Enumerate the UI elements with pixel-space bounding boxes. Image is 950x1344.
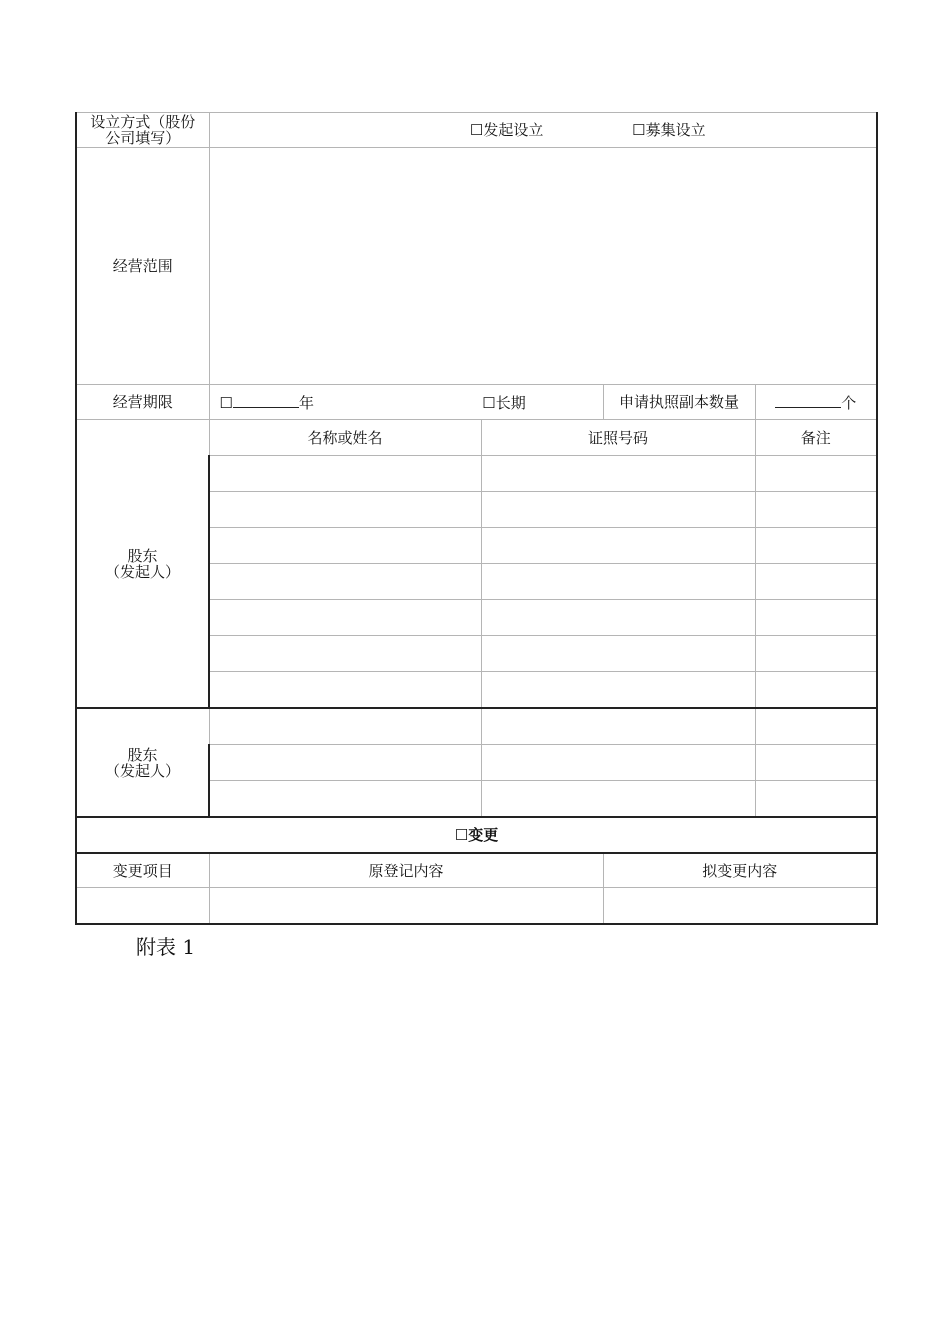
license-copies-label: 申请执照副本数量 <box>603 385 755 420</box>
establish-method-row <box>76 113 877 148</box>
shareholder-remarks-cell[interactable] <box>755 745 877 781</box>
change-title[interactable]: ☐变更 <box>76 817 877 853</box>
shareholder-remarks-cell[interactable] <box>755 528 877 564</box>
establish-method-options <box>209 113 877 148</box>
shareholder-license-cell[interactable] <box>481 781 755 818</box>
shareholder-license-cell[interactable] <box>481 528 755 564</box>
header-remarks: 备注 <box>755 420 877 456</box>
shareholder-name-cell[interactable] <box>209 528 481 564</box>
shareholder-remarks-cell[interactable] <box>755 492 877 528</box>
shareholders-header-row <box>76 420 877 456</box>
change-title-row <box>76 817 877 853</box>
shareholder-license-cell[interactable] <box>481 636 755 672</box>
license-copies-field <box>755 385 877 420</box>
shareholders-continued-label <box>76 708 209 817</box>
change-proposed-cell[interactable] <box>603 888 877 925</box>
term-years-checkbox[interactable]: ☐ <box>219 394 233 412</box>
change-header-item-text: 变更项目 <box>112 861 173 880</box>
appendix-label: 附表 1 <box>136 935 196 959</box>
shareholder-license-cell[interactable] <box>481 564 755 600</box>
header-name: 名称或姓名 <box>209 420 481 456</box>
change-header-item <box>76 853 209 888</box>
term-years-blank[interactable] <box>233 393 299 408</box>
change-header-proposed: 拟变更内容 <box>603 853 877 888</box>
shareholder-license-cell[interactable] <box>481 492 755 528</box>
operating-term-row <box>76 385 877 420</box>
shareholder-name-cell[interactable] <box>209 672 481 709</box>
shareholder-name-cell[interactable] <box>209 492 481 528</box>
shareholder-name-cell[interactable] <box>209 600 481 636</box>
license-copies-blank[interactable] <box>775 393 841 408</box>
operating-term-label: 经营期限 <box>76 385 209 420</box>
shareholders-continued-label-line1: 股东 <box>127 745 158 764</box>
change-row <box>76 888 877 925</box>
shareholder-remarks-cell[interactable] <box>755 456 877 492</box>
shareholder-remarks-cell[interactable] <box>755 636 877 672</box>
shareholder-name-cell[interactable] <box>209 781 481 818</box>
shareholder-name-cell[interactable] <box>209 456 481 492</box>
shareholder-name-cell[interactable] <box>209 745 481 781</box>
shareholder-row <box>76 708 877 745</box>
change-header-original: 原登记内容 <box>209 853 603 888</box>
shareholder-remarks-cell[interactable] <box>755 672 877 709</box>
change-item-cell[interactable] <box>76 888 209 925</box>
business-scope-field[interactable] <box>209 148 877 385</box>
shareholder-license-cell[interactable] <box>481 672 755 709</box>
registration-table <box>75 112 878 925</box>
shareholders-label <box>76 420 209 709</box>
change-header-row <box>76 853 877 888</box>
shareholders-continued-label-line2: （发起人） <box>104 761 180 780</box>
shareholder-remarks-cell[interactable] <box>755 600 877 636</box>
shareholders-label-line1: 股东 <box>127 546 158 565</box>
shareholder-license-cell[interactable] <box>481 745 755 781</box>
shareholder-remarks-cell[interactable] <box>755 781 877 818</box>
option-long-term[interactable]: ☐长期 <box>482 394 526 412</box>
shareholder-name-cell[interactable] <box>209 636 481 672</box>
header-license-number: 证照号码 <box>481 420 755 456</box>
establish-method-label-line1: 设立方式（股份 <box>90 113 196 131</box>
shareholder-name-cell[interactable] <box>209 708 481 745</box>
option-offering-establishment[interactable]: ☐募集设立 <box>632 121 706 139</box>
shareholder-name-cell[interactable] <box>209 564 481 600</box>
shareholder-remarks-cell[interactable] <box>755 708 877 745</box>
shareholder-license-cell[interactable] <box>481 708 755 745</box>
option-promotion-establishment[interactable]: ☐发起设立 <box>469 121 544 139</box>
business-scope-label: 经营范围 <box>76 148 209 385</box>
change-original-cell[interactable] <box>209 888 603 925</box>
registration-form <box>75 112 876 925</box>
operating-term-options <box>209 385 603 420</box>
establish-method-label-line2: 公司填写） <box>105 129 181 147</box>
shareholders-label-line2: （发起人） <box>104 562 180 581</box>
shareholder-license-cell[interactable] <box>481 600 755 636</box>
establish-method-label <box>76 113 209 148</box>
license-copies-suffix: 个 <box>841 394 857 412</box>
shareholder-license-cell[interactable] <box>481 456 755 492</box>
shareholder-remarks-cell[interactable] <box>755 564 877 600</box>
term-years-suffix: 年 <box>298 394 314 412</box>
business-scope-row <box>76 148 877 385</box>
